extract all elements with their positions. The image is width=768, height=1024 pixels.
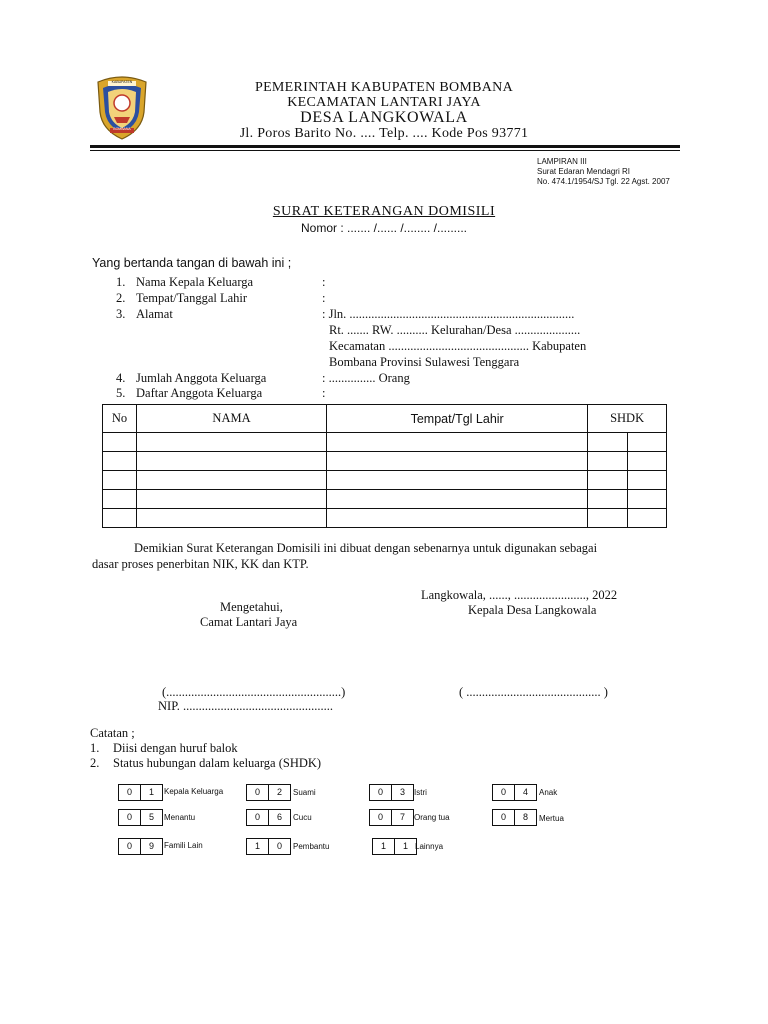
- note-number: 1.: [90, 741, 100, 755]
- item-value: :: [322, 291, 326, 305]
- note-text: Status hubungan dalam keluarga (SHDK): [113, 756, 322, 770]
- code-digit: 0: [500, 787, 506, 797]
- place-date: Langkowala, ......, ......................., 2022: [421, 588, 618, 602]
- table-cell[interactable]: [588, 509, 628, 528]
- shdk-code-box: [369, 809, 414, 826]
- code-digit: 0: [254, 787, 260, 797]
- item-number: 3.: [116, 307, 126, 321]
- table-cell[interactable]: [136, 452, 326, 471]
- table-cell[interactable]: [103, 452, 137, 471]
- shdk-code-label: Anak: [539, 788, 558, 797]
- item-label: Nama Kepala Keluarga: [136, 275, 254, 289]
- item-label: Daftar Anggota Keluarga: [136, 386, 263, 400]
- table-header-row: [103, 405, 667, 433]
- header-district: KECAMATAN LANTARI JAYA: [287, 95, 481, 110]
- table-cell[interactable]: [136, 433, 326, 452]
- code-digit: 1: [394, 839, 416, 854]
- table-cell[interactable]: [103, 509, 137, 528]
- logo-bottom-text: BOMBANA: [113, 127, 131, 131]
- table-cell[interactable]: [628, 490, 667, 509]
- table-row: [103, 433, 667, 452]
- table-cell[interactable]: [103, 471, 137, 490]
- table-cell[interactable]: [136, 490, 326, 509]
- item-value: :: [322, 386, 326, 400]
- camat-title: Camat Lantari Jaya: [200, 615, 298, 629]
- closing-line: dasar proses penerbitan NIK, KK dan KTP.: [92, 557, 309, 571]
- shdk-code-label: Famili Lain: [164, 841, 203, 850]
- shdk-code-box: [118, 838, 163, 855]
- shdk-code-box: [246, 838, 291, 855]
- village-head-name-placeholder: ( ........................................... ): [459, 685, 608, 699]
- col-header-no: No: [103, 405, 137, 433]
- family-members-table: [102, 404, 667, 528]
- shdk-code-label: Orang tua: [414, 813, 450, 822]
- code-digit: 8: [514, 810, 536, 825]
- table-cell[interactable]: [136, 471, 326, 490]
- logo-top-text: KABUPATEN: [111, 80, 133, 84]
- table-cell[interactable]: [588, 490, 628, 509]
- code-digit: 0: [126, 787, 132, 797]
- shdk-code-box: [492, 809, 537, 826]
- shdk-code-label: Suami: [293, 788, 316, 797]
- table-cell[interactable]: [588, 433, 628, 452]
- table-cell[interactable]: [103, 490, 137, 509]
- code-digit: 0: [268, 839, 290, 854]
- code-digit: 0: [500, 812, 506, 822]
- shdk-code-label: Kepala Keluarga: [164, 787, 224, 796]
- table-cell[interactable]: [327, 490, 588, 509]
- shdk-code-label: Lainnya: [415, 842, 444, 851]
- code-digit: 0: [377, 812, 383, 822]
- col-header-nama: NAMA: [136, 405, 326, 433]
- address-line: Bombana Provinsi Sulawesi Tenggara: [329, 355, 520, 369]
- code-digit: 5: [140, 810, 162, 825]
- table-row: [103, 490, 667, 509]
- table-cell[interactable]: [327, 509, 588, 528]
- header-village: DESA LANGKOWALA: [300, 109, 468, 126]
- code-digit: 0: [377, 787, 383, 797]
- shdk-code-box: [118, 809, 163, 826]
- village-head-title: Kepala Desa Langkowala: [468, 603, 597, 617]
- shdk-code-box: [369, 784, 414, 801]
- code-digit: 9: [140, 839, 162, 854]
- table-cell[interactable]: [327, 471, 588, 490]
- shdk-code-box: [246, 784, 291, 801]
- code-digit: 3: [391, 785, 413, 800]
- shdk-code-box: [492, 784, 537, 801]
- code-digit: 0: [126, 812, 132, 822]
- table-cell[interactable]: [327, 433, 588, 452]
- document-title-text: SURAT KETERANGAN DOMISILI: [272, 204, 496, 219]
- address-line: Kecamatan ............................................. Kabupaten: [329, 339, 587, 353]
- camat-name-placeholder: (........................................................): [162, 685, 346, 699]
- table-cell[interactable]: [588, 471, 628, 490]
- item-value: : ............... Orang: [322, 371, 410, 385]
- shdk-code-label: Istri: [414, 788, 427, 797]
- code-digit: 4: [514, 785, 536, 800]
- shdk-code-label: Menantu: [164, 813, 196, 822]
- table-row: [103, 471, 667, 490]
- acknowledged-label: Mengetahui,: [220, 600, 283, 614]
- lampiran-line: LAMPIRAN III: [537, 157, 587, 166]
- item-number: 5.: [116, 386, 126, 400]
- code-digit: 1: [254, 841, 260, 851]
- header-government: PEMERINTAH KABUPATEN BOMBANA: [254, 80, 513, 95]
- table-cell[interactable]: [103, 433, 137, 452]
- table-cell[interactable]: [628, 471, 667, 490]
- header-address: Jl. Poros Barito No. .... Telp. .... Kode Pos 93771: [239, 126, 529, 141]
- table-cell[interactable]: [136, 509, 326, 528]
- code-digit: 1: [380, 841, 386, 851]
- col-header-shdk: SHDK: [588, 405, 667, 433]
- header-divider-thick: [90, 145, 680, 148]
- intro-text: Yang bertanda tangan di bawah ini ;: [92, 256, 292, 270]
- shdk-code-label: Mertua: [539, 814, 564, 823]
- shdk-code-box: [118, 784, 163, 801]
- table-cell[interactable]: [327, 452, 588, 471]
- note-number: 2.: [90, 756, 100, 770]
- address-line: Rt. ....... RW. .......... Kelurahan/Desa .....................: [329, 323, 581, 337]
- item-value: :: [322, 275, 326, 289]
- code-digit: 0: [126, 841, 132, 851]
- code-digit: 7: [391, 810, 413, 825]
- table-cell[interactable]: [588, 452, 628, 471]
- lampiran-block: [537, 157, 670, 187]
- item-value: : Jln. ........................................................................: [322, 307, 575, 321]
- table-row: [103, 509, 667, 528]
- table-cell[interactable]: [628, 509, 667, 528]
- lampiran-line: Surat Edaran Mendagri RI: [537, 167, 630, 176]
- item-number: 1.: [116, 275, 126, 289]
- col-header-birth: Tempat/Tgl Lahir: [327, 405, 588, 433]
- lampiran-line: No. 474.1/1954/SJ Tgl. 22 Agst. 2007: [537, 177, 670, 186]
- code-digit: 2: [268, 785, 290, 800]
- code-digit: 1: [140, 785, 162, 800]
- code-digit: 6: [268, 810, 290, 825]
- note-text: Diisi dengan huruf balok: [113, 741, 238, 755]
- notes-title: Catatan ;: [90, 726, 135, 740]
- shdk-code-box: [246, 809, 291, 826]
- item-label: Jumlah Anggota Keluarga: [136, 371, 267, 385]
- closing-line: Demikian Surat Keterangan Domisili ini dibuat dengan sebenarnya untuk digunakan sebagai: [134, 541, 598, 555]
- item-label: Tempat/Tanggal Lahir: [136, 291, 248, 305]
- table-row: [103, 452, 667, 471]
- item-number: 4.: [116, 371, 126, 385]
- document-number: Nomor : ....... /...... /........ /.........: [300, 221, 468, 235]
- shdk-code-label: Pembantu: [293, 842, 330, 851]
- item-number: 2.: [116, 291, 126, 305]
- item-label: Alamat: [136, 307, 173, 321]
- code-digit: 0: [254, 812, 260, 822]
- table-cell[interactable]: [628, 452, 667, 471]
- header-divider-thin: [90, 150, 680, 151]
- nip-line: NIP. ................................................: [158, 699, 334, 713]
- shdk-code-box: [372, 838, 417, 855]
- document-title: [0, 204, 768, 220]
- shdk-code-label: Cucu: [293, 813, 312, 822]
- table-cell[interactable]: [628, 433, 667, 452]
